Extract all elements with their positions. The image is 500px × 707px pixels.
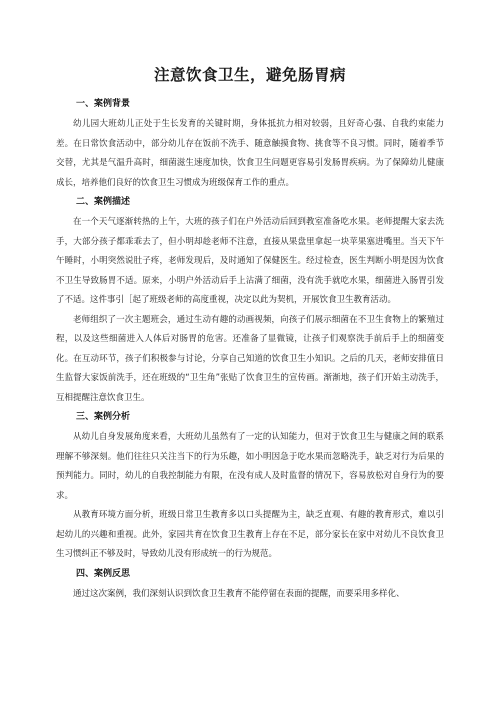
- section-heading: 三、案例分析: [76, 412, 131, 422]
- section-background: [56, 98, 444, 193]
- paragraph: 通过这次案例，我们深刻认识到饮食卫生教育不能停留在表面的提醒，而要采用多样化、: [73, 588, 405, 599]
- paragraph: 老师组织了一次主题班会，通过生动有趣的动画视频，向孩子们展示细菌在不卫生食物上的繁殖过程，以及这些细菌进入人体后对肠胃的危害。还准备了显微镜，让孩子们观察洗手前后手上的细菌变化。在互动环节，孩子们积极参与讨论，分享自己知道的饮食卫生小知识。之后的几天，老师安排值日生监督大家饭前洗手，还在班级的“卫生角”张贴了饮食卫生的宣传画。渐渐地，孩子们开始主动洗手，互相提醒注意饮食卫生。: [56, 314, 444, 403]
- document-title: 注意饮食卫生，避免肠胃病: [153, 66, 346, 84]
- section-reflection: [56, 568, 444, 605]
- section-heading: 一、案例背景: [76, 99, 131, 109]
- paragraph: 幼儿园大班幼儿正处于生长发育的关键时期，身体抵抗力相对较弱，且好奇心强、自我约束能力差。在日常饮食活动中，部分幼儿存在饭前不洗手、随意触摸食物、挑食等不良习惯。同时，随着季节交替，尤其是气温升高时，细菌滋生速度加快，饮食卫生问题更容易引发肠胃疾病。为了保障幼儿健康成长，培养他们良好的饮食卫生习惯成为班级保育工作的重点。: [56, 119, 444, 188]
- section-description: [56, 196, 444, 408]
- section-heading: 四、案例反思: [76, 568, 131, 579]
- section-analysis: [56, 411, 444, 565]
- section-heading: 二、案例描述: [76, 197, 131, 207]
- paragraph: 在一个天气逐渐转热的上午，大班的孩子们在户外活动后回到教室准备吃水果。老师提醒大家去洗手，大部分孩子都乖乖去了，但小明却趁老师不注意，直接从果盘里拿起一块苹果塞进嘴里。当天下午午睡时，小明突然说肚子疼，老师发现后，及时通知了保健医生。经过检查，医生判断小明是因为饮食不卫生导致肠胃不适。原来，小明户外活动后手上沾满了细菌，没有洗手就吃水果，细菌进入肠胃引发了不适。这件事引［起了班级老师的高度重视，决定以此为契机，开展饮食卫生教育活动。: [56, 217, 444, 305]
- paragraph: 从幼儿自身发展角度来看，大班幼儿虽然有了一定的认知能力，但对于饮食卫生与健康之间的联系理解不够深刻。他们往往只关注当下的行为乐趣，如小明因急于吃水果而忽略洗手，缺乏对行为后果的预判能力。同时，幼儿的自我控制能力有限，在没有成人及时监督的情况下，容易放松对自身行为的要求。: [56, 432, 444, 501]
- paragraph: 从教育环境方面分析，班级日常卫生教育多以口头提醒为主，缺乏直观、有趣的教育形式，难以引起幼儿的兴趣和重视。此外，家园共育在饮食卫生教育上存在不足，部分家长在家中对幼儿不良饮食卫生习惯纠正不够及时，导致幼儿没有形成统一的行为规范。: [56, 510, 444, 559]
